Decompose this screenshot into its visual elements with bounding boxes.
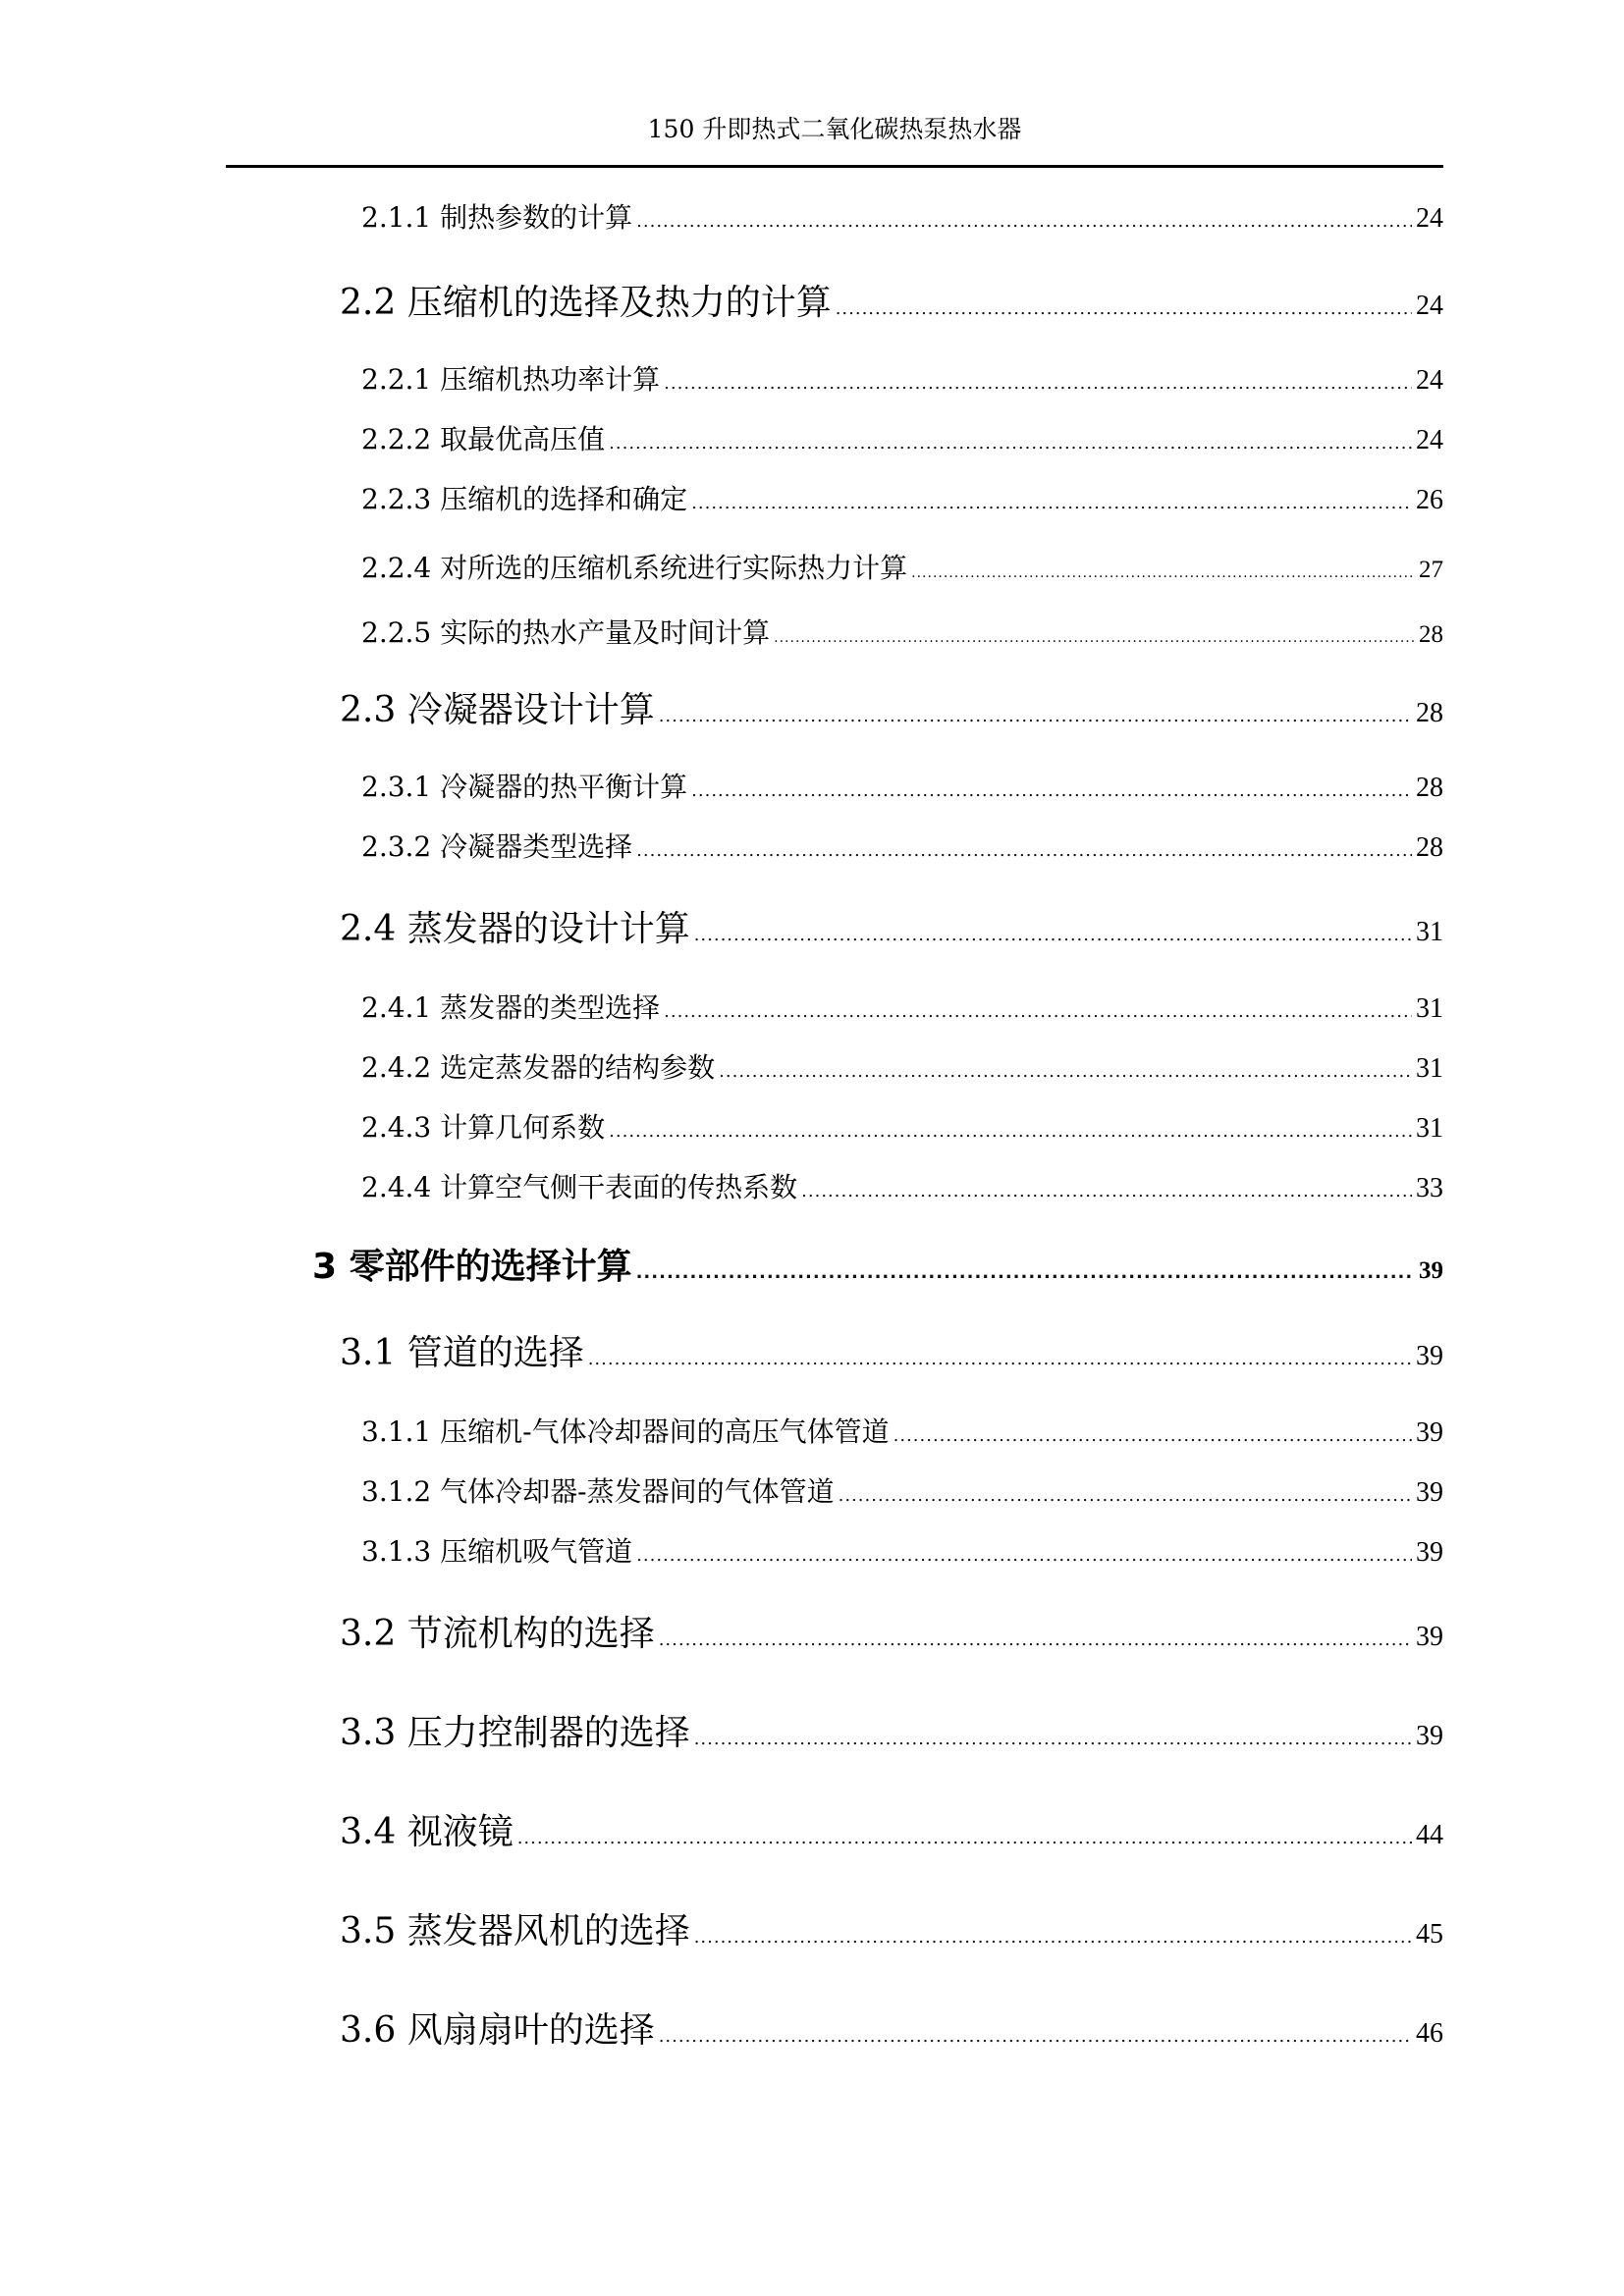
toc-entry-3-6[interactable] [340,2002,1443,2053]
page-header-title: 150 升即热式二氧化碳热泵热水器 [647,115,1022,143]
toc-entry-label: 2.3.1 冷凝器的热平衡计算 [361,771,688,803]
toc-dot-leader [636,1545,1412,1566]
toc-dot-leader [691,493,1412,513]
toc-entry-label: 3.1.3 压缩机吸气管道 [361,1535,633,1568]
toc-page-number: 39 [1416,1477,1443,1508]
toc-dot-leader [911,565,1415,581]
toc-page-number: 26 [1416,485,1443,515]
toc-page-number: 28 [1416,698,1443,728]
toc-page-number: 31 [1416,917,1443,947]
toc-dot-leader [636,211,1412,232]
toc-entry-2-2-3[interactable] [361,478,1443,517]
toc-entry-label: 3 零部件的选择计算 [312,1247,632,1287]
toc-entry-2-4[interactable] [340,901,1443,951]
toc-entry-label: 2.1.1 制热参数的计算 [361,201,633,234]
toc-entry-3-4[interactable] [340,1804,1443,1854]
toc-page-number: 44 [1416,1820,1443,1850]
toc-entry-2-1-1[interactable] [361,196,1443,236]
toc-entry-label: 3.5 蒸发器风机的选择 [340,1911,690,1951]
toc-entry-2-2-2[interactable] [361,418,1443,457]
toc-dot-leader [659,1629,1412,1650]
toc-dot-leader [609,1121,1412,1142]
toc-entry-label: 2.2.4 对所选的压缩机系统进行实际热力计算 [361,552,908,584]
toc-page-number: 46 [1416,2018,1443,2049]
toc-page-number: 31 [1416,1113,1443,1144]
toc-dot-leader [836,298,1412,319]
toc-entry-label: 3.3 压力控制器的选择 [340,1713,690,1753]
toc-entry-label: 2.2.5 实际的热水产量及时间计算 [361,616,771,649]
toc-entry-label: 2.4.3 计算几何系数 [361,1111,606,1144]
toc-entry-label: 2.4 蒸发器的设计计算 [340,909,690,949]
toc-entry-label: 2.3 冷凝器设计计算 [340,690,655,730]
toc-page-number: 39 [1416,1341,1443,1371]
toc-entry-label: 3.1.1 压缩机-气体冷却器间的高压气体管道 [361,1415,890,1448]
toc-entry-chapter-3[interactable] [312,1239,1443,1289]
toc-page-number: 27 [1419,557,1443,583]
toc-entry-2-2-1[interactable] [361,358,1443,398]
toc-entry-label: 2.4.1 蒸发器的类型选择 [361,991,661,1024]
toc-entry-label: 2.4.4 计算空气侧干表面的传热系数 [361,1171,798,1203]
toc-page-number: 28 [1416,773,1443,803]
toc-entry-label: 2.2.2 取最优高压值 [361,423,606,455]
toc-entry-3-2[interactable] [340,1606,1443,1656]
toc-entry-label: 2.2 压缩机的选择及热力的计算 [340,283,832,323]
toc-dot-leader [893,1425,1412,1446]
toc-page-number: 33 [1416,1173,1443,1203]
toc-dot-leader [691,780,1412,801]
toc-entry-label: 3.1.2 气体冷却器-蒸发器间的气体管道 [361,1475,835,1508]
toc-dot-leader [659,2026,1412,2047]
toc-entry-3-3[interactable] [340,1705,1443,1755]
toc-dot-leader [588,1349,1412,1369]
toc-dot-leader [694,1927,1412,1948]
toc-entry-2-2-4[interactable] [361,547,1443,586]
toc-dot-leader [664,1001,1412,1022]
toc-dot-leader [719,1061,1412,1082]
toc-entry-3-1-2[interactable] [361,1470,1443,1510]
toc-dot-leader [694,1729,1412,1749]
toc-entry-label: 3.2 节流机构的选择 [340,1614,655,1654]
toc-entry-2-3-2[interactable] [361,826,1443,865]
toc-dot-leader [636,840,1412,861]
toc-page-number: 24 [1416,425,1443,455]
toc-page-number: 39 [1419,1257,1443,1284]
toc-entry-label: 2.2.3 压缩机的选择和确定 [361,483,688,515]
toc-entry-label: 3.4 视液镜 [340,1812,514,1852]
toc-entry-label: 2.3.2 冷凝器类型选择 [361,830,633,863]
toc-entry-3-1-1[interactable] [361,1411,1443,1450]
toc-entry-label: 3.1 管道的选择 [340,1333,584,1373]
toc-dot-leader [517,1828,1412,1848]
toc-dot-leader [839,1485,1412,1506]
toc-dot-leader [694,925,1412,945]
toc-entry-label: 2.4.2 选定蒸发器的结构参数 [361,1051,716,1084]
toc-page-number: 24 [1416,365,1443,396]
toc-page-number: 24 [1416,291,1443,321]
toc-entry-label: 3.6 风扇扇叶的选择 [340,2010,655,2051]
toc-entry-2-2-5[interactable] [361,612,1443,651]
toc-dot-leader [659,706,1412,726]
toc-entry-3-1-3[interactable] [361,1530,1443,1570]
toc-entry-2-3-1[interactable] [361,766,1443,805]
toc-dot-leader [801,1181,1412,1201]
toc-page-number: 39 [1416,1721,1443,1751]
toc-entry-2-2[interactable] [340,275,1443,325]
toc-dot-leader [609,433,1412,454]
toc-entry-2-4-2[interactable] [361,1046,1443,1086]
toc-dot-leader [636,1262,1415,1283]
toc-entry-2-4-4[interactable] [361,1166,1443,1205]
toc-page-number: 39 [1416,1417,1443,1448]
toc-entry-3-1[interactable] [340,1325,1443,1375]
toc-page-number: 45 [1416,1919,1443,1949]
toc-entry-2-4-1[interactable] [361,987,1443,1026]
toc-page-number: 39 [1416,1537,1443,1568]
toc-entry-2-4-3[interactable] [361,1106,1443,1146]
toc-entry-label: 2.2.1 压缩机热功率计算 [361,363,661,396]
toc-dot-leader [774,630,1415,646]
toc-page-number: 28 [1416,832,1443,863]
toc-page-number: 31 [1416,993,1443,1024]
toc-page-number: 31 [1416,1053,1443,1084]
toc-dot-leader [664,373,1412,394]
toc-entry-2-3[interactable] [340,682,1443,732]
toc-entry-3-5[interactable] [340,1903,1443,1953]
toc-page-number: 39 [1416,1622,1443,1652]
toc-page-number: 24 [1416,203,1443,234]
toc-page-number: 28 [1419,621,1443,648]
